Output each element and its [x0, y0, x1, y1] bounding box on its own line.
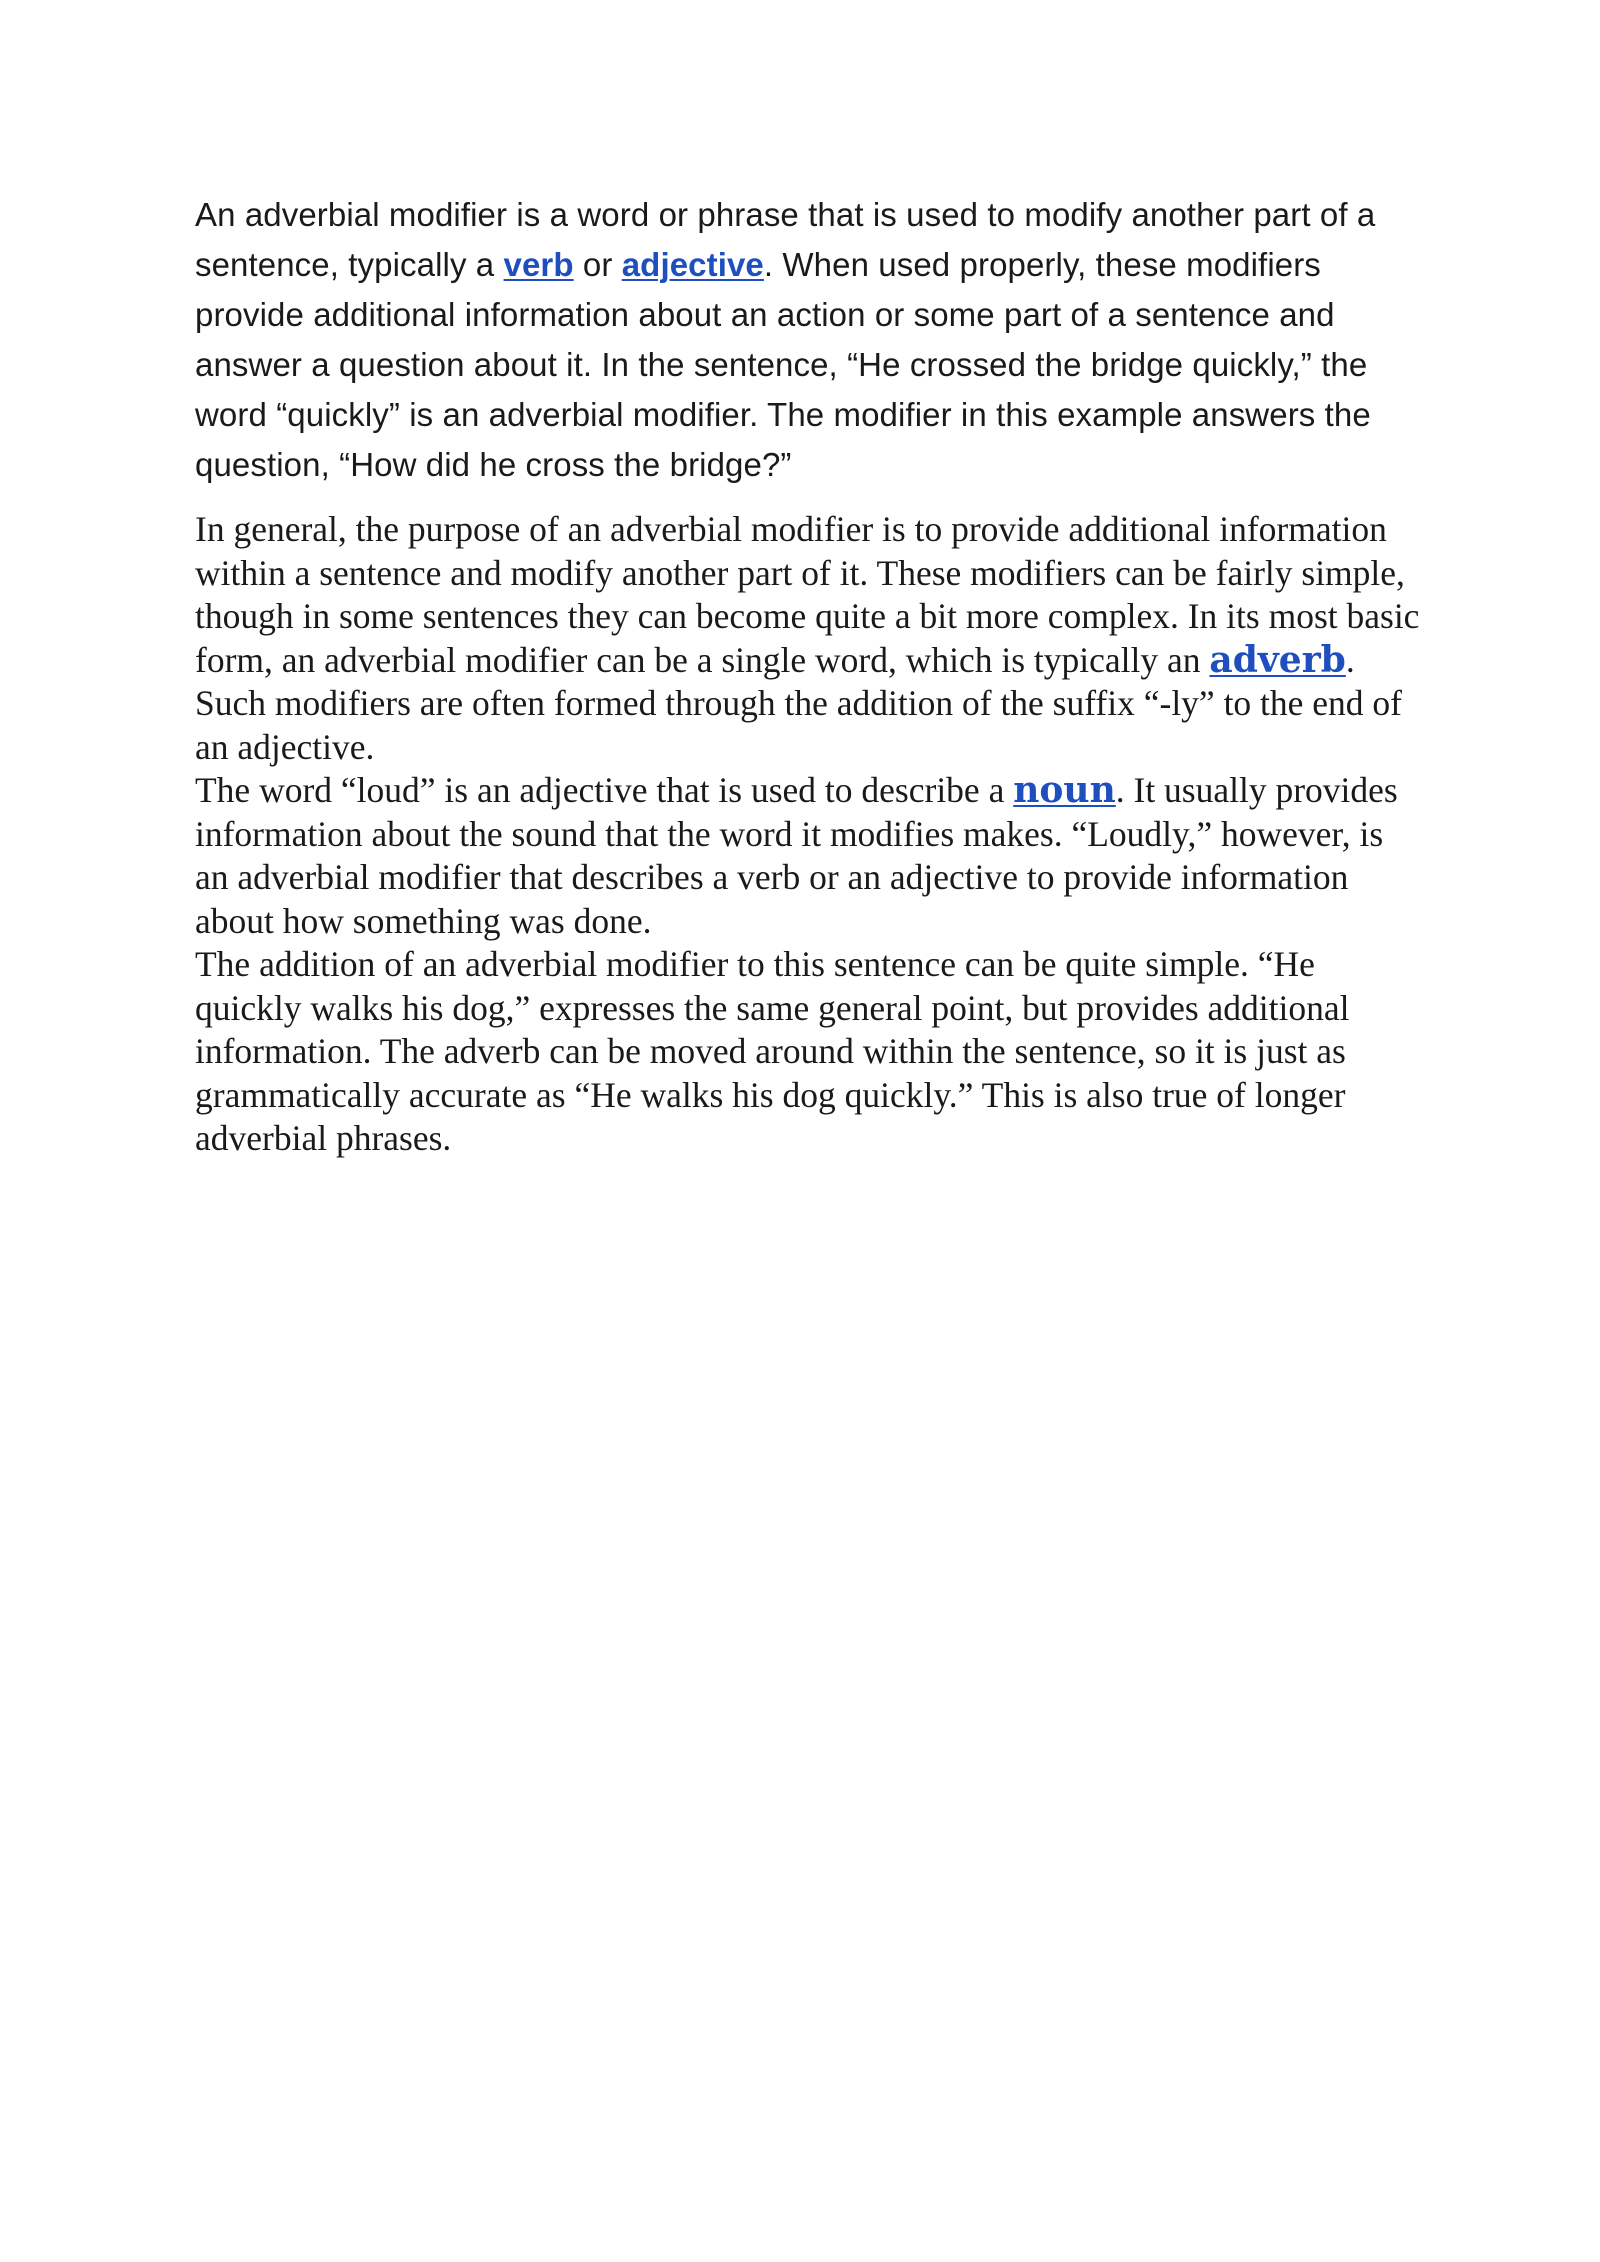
- link-verb[interactable]: verb: [503, 246, 574, 283]
- paragraph-text: The addition of an adverbial modifier to this sentence can be quite simple. “He quickly walks his dog,” expresses the same general point, but provides additional information. The adverb can be moved around within the sentence, so it is just as grammatically accurate as “He walks his dog quickly.” This is also true of longer adverbial phrases.: [195, 944, 1350, 1158]
- link-adverb[interactable]: adverb: [1209, 638, 1346, 681]
- link-adjective[interactable]: adjective: [621, 246, 764, 283]
- document-body: [195, 190, 1425, 1161]
- paragraph-text: In general, the purpose of an adverbial modifier is to provide additional information within a sentence and modify another part of it. These modifiers can be fairly simple, though in some sentences they can become quite a bit more complex. In its most basic form, an adverbial modifier can be a single word, which is typically an: [195, 509, 1420, 680]
- paragraph-addition: [195, 943, 1425, 1161]
- paragraph-text: . When used properly, these modifiers provide additional information about an action or some part of a sentence and answer a question about it. In the sentence, “He crossed the bridge quickly,” the word “quickly” is an adverbial modifier. The modifier in this example answers the question, “How did he cross the bridge?”: [195, 246, 1371, 483]
- paragraph-text: An adverbial modifier is a word or phrase that is used to modify another part of a sentence, typically a: [195, 196, 1376, 283]
- link-noun[interactable]: noun: [1013, 769, 1116, 811]
- paragraph-intro: [195, 190, 1425, 490]
- paragraph-loud: [195, 769, 1425, 943]
- paragraph-text: The word “loud” is an adjective that is used to describe a: [195, 770, 1014, 810]
- paragraph-text: . Such modifiers are often formed through the addition of the suffix “-ly” to the end of an adjective.: [195, 639, 1402, 767]
- paragraph-text: . It usually provides information about the sound that the word it modifies makes. “Loudly,” however, is an adverbial modifier that describes a verb or an adjective to provide information about how something was done.: [195, 770, 1398, 941]
- paragraph-text: or: [573, 246, 622, 283]
- paragraph-general: [195, 508, 1425, 769]
